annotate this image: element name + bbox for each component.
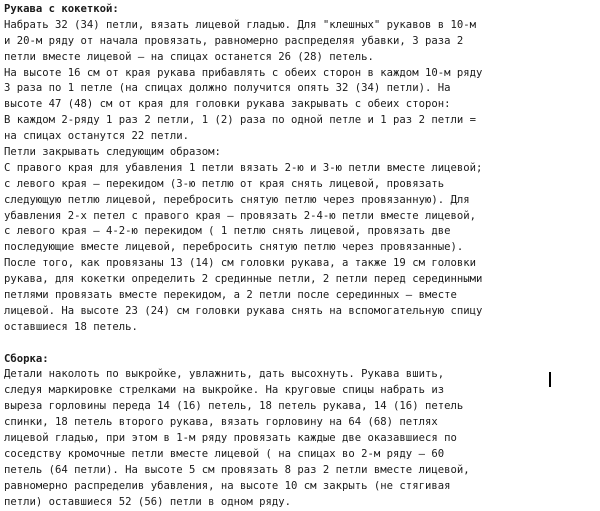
text-line: и 20-м ряду от начала провязать, равномерно распределяя убавки, 3 раза 2 — [4, 34, 464, 47]
text-line: следуя маркировке стрелками на выкройке. На круговые спицы набрать из — [4, 384, 445, 397]
text-line: лицевой гладью, при этом в 1-м ряду провязать каждые две оказавшиеся по — [4, 432, 457, 445]
text-line: Детали наколоть по выкройке, увлажнить, дать высохнуть. Рукава вшить, — [4, 368, 445, 381]
text-line: оставшиеся 18 петель. — [4, 320, 138, 333]
section-heading-sleeves: Рукава с кокеткой: — [4, 3, 119, 15]
text-line: соседству кромочные петли вместе лицевой ( на спицах во 2-м ряду – 60 — [4, 447, 445, 460]
text-line: выреза горловины переда 14 (16) петель, 18 петель рукава, 14 (16) петель — [4, 400, 464, 413]
text-line: В каждом 2-ряду 1 раз 2 петли, 1 (2) раза по одной петле и 1 раз 2 петли = — [4, 114, 476, 127]
text-line: с левого края – 4-2-ю перекидом ( 1 петлю снять лицевой, провязать две — [4, 225, 451, 238]
text-line: с левого края – перекидом (3-ю петлю от края снять лицевой, провязать — [4, 177, 445, 190]
text-line: После того, как провязаны 13 (14) см головки рукава, а также 19 см головки — [4, 257, 476, 270]
text-line: петли вместе лицевой – на спицах останется 26 (28) петель. — [4, 50, 374, 63]
text-line: спинки, 18 петель второго рукава, вязать горловину на 64 (68) петлях — [4, 416, 438, 429]
text-line: высоте 47 (48) см от края для головки рукава закрывать с обеих сторон: — [4, 98, 451, 111]
section-heading-assembly: Сборка: — [4, 352, 49, 365]
text-line: последующие вместе лицевой, перебросить снятую петлю через провязанные). — [4, 241, 464, 254]
text-line: убавления 2-х петел с правого края – провязать 2-4-ю петли вместе лицевой, — [4, 209, 476, 222]
text-line: петель (64 петли). На высоте 5 см провязать 8 раз 2 петли вместе лицевой, — [4, 463, 470, 476]
text-line: следующую петлю лицевой, перебросить снятую петлю через провязанную). Для — [4, 193, 470, 206]
text-line: 3 раза по 1 петле (на спицах должно получится опять 32 (34) петли). На — [4, 82, 451, 95]
text-line: равномерно распределив убавления, на высоте 10 см закрыть (не стягивая — [4, 479, 451, 492]
text-line: лицевой. На высоте 23 (24) см головки рукава снять на вспомогательную спицу — [4, 304, 483, 317]
text-line: петлями провязать вместе перекидом, а 2 петли после серединных – вместе — [4, 289, 457, 302]
text-line: на спицах останутся 22 петли. — [4, 130, 189, 143]
text-cursor — [549, 372, 551, 387]
paragraph-spacer — [4, 336, 600, 352]
text-line: Набрать 32 (34) петли, вязать лицевой гладью. Для "клешных" рукавов в 10-м — [4, 18, 476, 31]
text-line: петли) оставшиеся 52 (56) петли в одном ряду. — [4, 495, 292, 508]
text-line: На высоте 16 см от края рукава прибавлять с обеих сторон в каждом 10-м ряду — [4, 66, 483, 79]
text-line: Петли закрывать следующим образом: — [4, 146, 221, 159]
text-line: С правого края для убавления 1 петли вязать 2-ю и 3-ю петли вместе лицевой; — [4, 161, 483, 174]
text-line: рукава, для кокетки определить 2 срединные петли, 2 петли перед серединными — [4, 273, 483, 286]
